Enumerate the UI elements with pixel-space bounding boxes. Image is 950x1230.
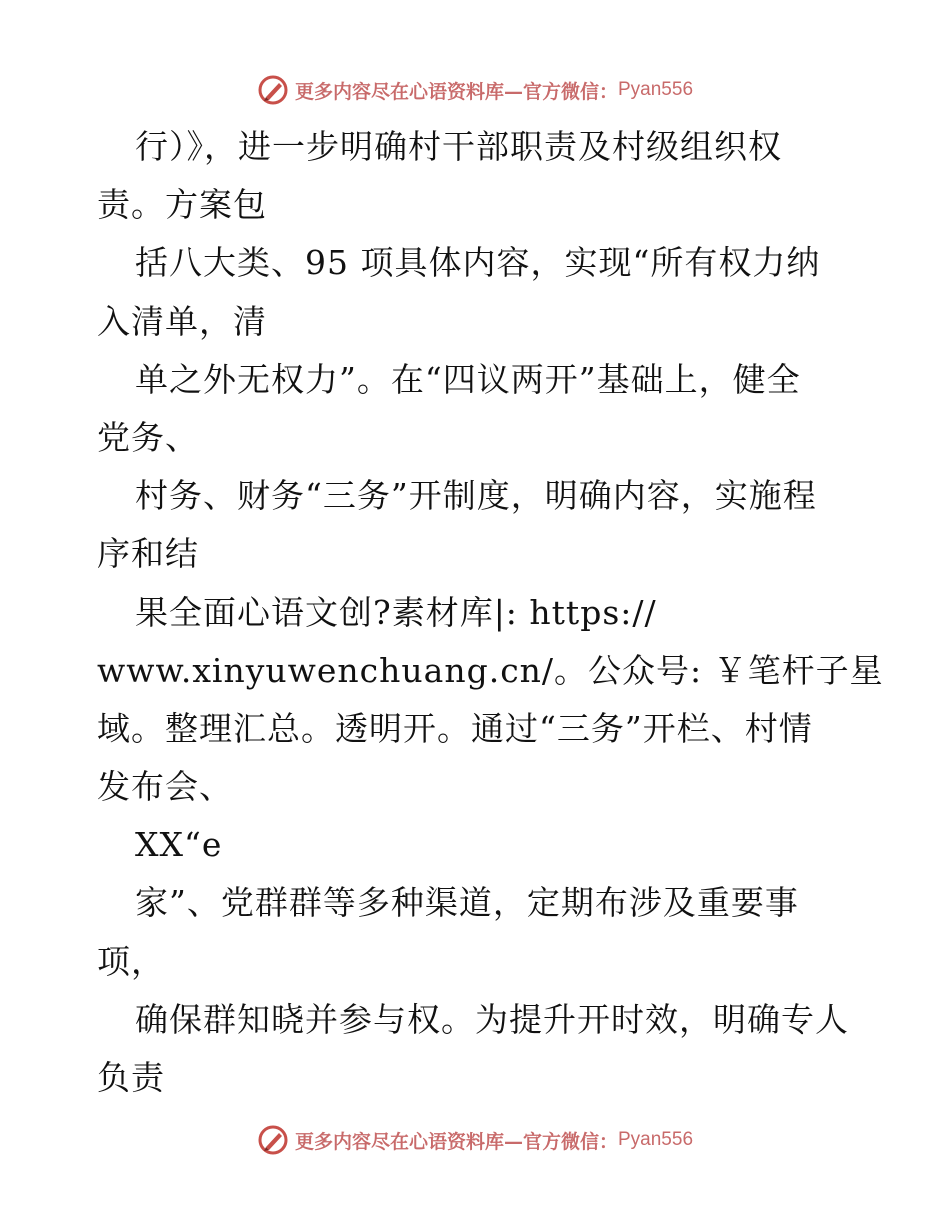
document-body [97, 118, 884, 1107]
text-line: 域。整理汇总。透明开。通过“三务”开栏、村情 [97, 708, 813, 748]
pen-logo-icon [257, 74, 289, 106]
pen-logo-icon [257, 1124, 289, 1156]
text-line: 入清单，清 [97, 301, 267, 341]
text-line: 行）》，进一步明确村干部职责及村级组织权 [135, 127, 782, 166]
text-line: 单之外无权力”。在“四议两开”基础上，健全 [135, 359, 801, 399]
text-line: 括八大类、95 项具体内容，实现“所有权力纳 [135, 243, 821, 283]
banner-text: 更多内容尽在心语资料库—官方微信： [294, 80, 618, 103]
text-line: 家”、党群群等多种渠道，定期布涉及重要事 [135, 883, 799, 923]
header-banner [0, 70, 950, 110]
text-line: 发布会、 [97, 767, 233, 807]
footer-banner [0, 1120, 950, 1160]
text-line: 果全面心语文创?素材库|: https:// [135, 592, 657, 632]
banner-wechat-id: Pyan556 [618, 79, 694, 100]
text-line: 责。方案包 [97, 185, 267, 225]
banner-text: 更多内容尽在心语资料库—官方微信： [294, 1130, 618, 1153]
text-line: 负责 [97, 1058, 165, 1097]
banner-wechat-id: Pyan556 [618, 1129, 694, 1150]
text-line: 序和结 [97, 534, 199, 574]
text-line: 确保群知晓并参与权。为提升开时效，明确专人 [135, 999, 849, 1039]
text-line: www.xinyuwenchuang.cn/。公众号: ￥笔杆子星 [97, 650, 884, 690]
text-line: 项， [97, 941, 165, 981]
text-line: 党务、 [97, 417, 199, 457]
text-line: XX“e [135, 825, 223, 865]
text-line: 村务、财务“三务”开制度，明确内容，实施程 [135, 476, 817, 516]
